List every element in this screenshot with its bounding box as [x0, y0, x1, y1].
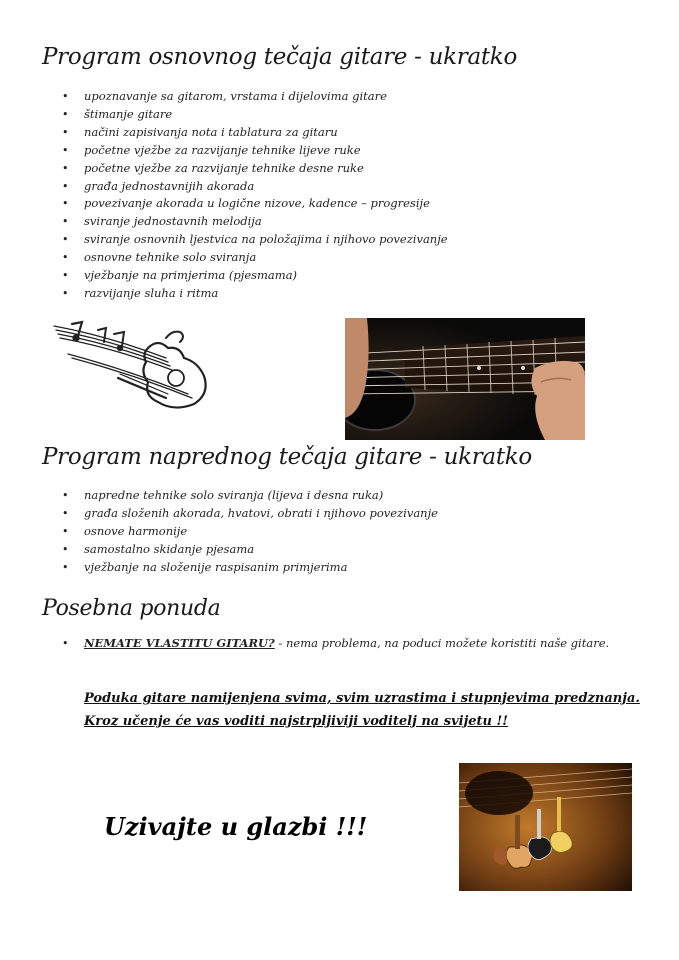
list-item: • građa složenih akorada, hvatovi, obrati i njihovo povezivanje [62, 505, 438, 523]
list-item: • načini zapisivanja nota i tablatura za gitaru [62, 124, 448, 142]
list-item: • osnove harmonije [62, 523, 438, 541]
list-item: • povezivanje akorada u logične nizove, kadence – progresije [62, 195, 448, 213]
list-item: • osnovne tehnike solo sviranja [62, 249, 448, 267]
list-item: • razvijanje sluha i ritma [62, 285, 448, 303]
offer-rest: - nema problema, na poduci možete koristiti naše gitare. [274, 636, 610, 650]
section1-title: Program osnovnog tečaja gitare - ukratko [42, 44, 517, 70]
list-item: • sviranje jednostavnih melodija [62, 213, 448, 231]
offer-strong: NEMATE VLASTITU GITARU? [84, 636, 275, 650]
list-item: • sviranje osnovnih ljestvica na položajima i njihovo povezivanje [62, 231, 448, 249]
closing-text: Uzivajte u glazbi !!! [104, 812, 368, 841]
list-item: • napredne tehnike solo sviranja (lijeva i desna ruka) [62, 487, 438, 505]
list-item: • samostalno skidanje pjesama [62, 541, 438, 559]
list-item: • početne vježbe za razvijanje tehnike desne ruke [62, 160, 448, 178]
guitar-fretboard-photo [345, 318, 585, 440]
special-offer-list [62, 635, 609, 653]
list-item: • vježbanje na primjerima (pjesmama) [62, 267, 448, 285]
section3-title: Posebna ponuda [42, 596, 221, 621]
promo-line-1: Poduka gitare namijenjena svima, svim uzrastima i stupnjevima predznanja. [84, 691, 640, 706]
list-item: • građa jednostavnijih akorada [62, 178, 448, 196]
section2-title: Program naprednog tečaja gitare - ukratko [42, 444, 532, 470]
list-item: • vježbanje na složenije raspisanim primjerima [62, 559, 438, 577]
list-item: • štimanje gitare [62, 106, 448, 124]
list-item [62, 635, 609, 653]
promo-line-2: Kroz učenje će vas voditi najstrpljiviji voditelj na svijetu !! [84, 714, 508, 729]
guitars-collection-photo [459, 763, 632, 891]
advanced-course-list [62, 487, 438, 577]
guitar-sketch-icon [48, 318, 214, 414]
basic-course-list [62, 88, 448, 303]
list-item: • upoznavanje sa gitarom, vrstama i dijelovima gitare [62, 88, 448, 106]
list-item: • početne vježbe za razvijanje tehnike lijeve ruke [62, 142, 448, 160]
